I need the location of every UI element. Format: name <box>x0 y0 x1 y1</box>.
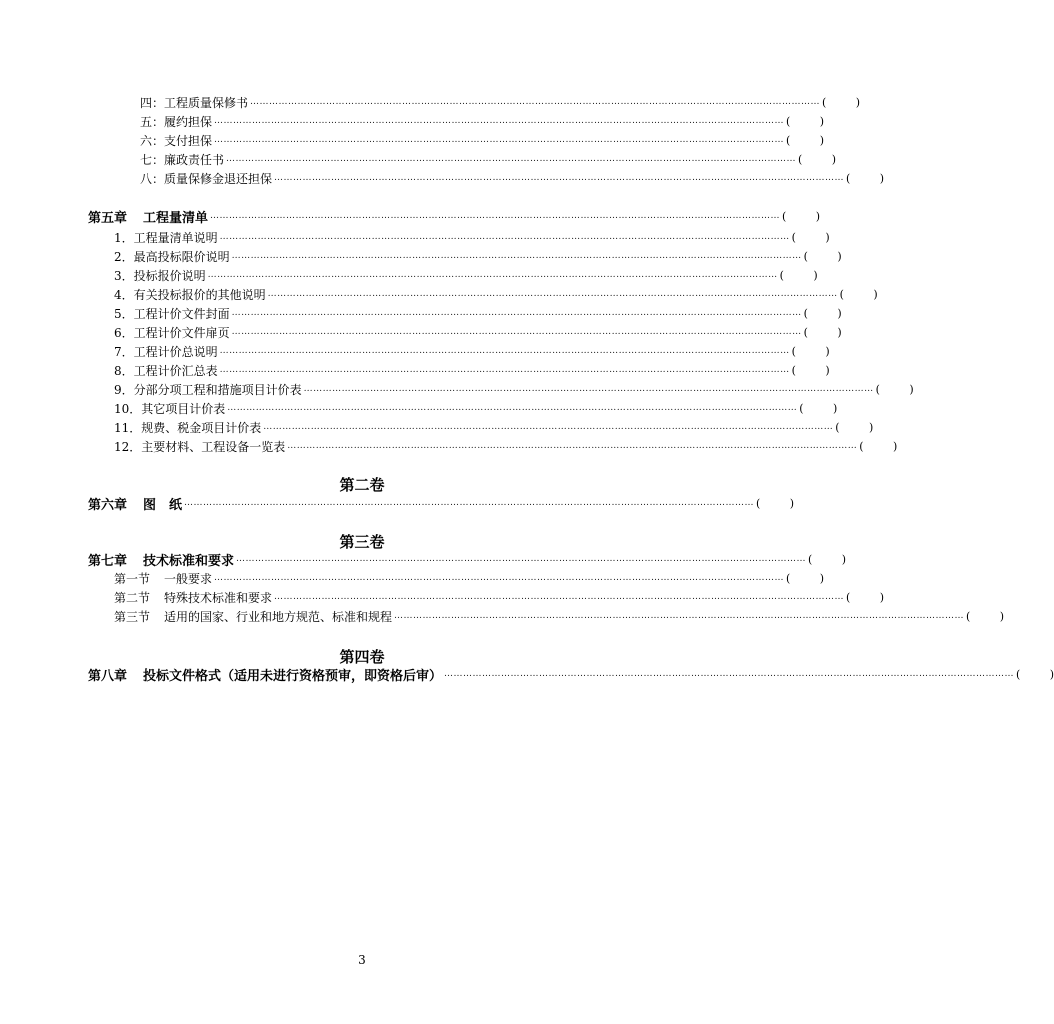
leader-dots: ……………………………………………………………………………………………………………………………………………………………… <box>444 669 1015 679</box>
toc-entry-label: 12．主要材料、工程设备一览表 <box>114 439 286 454</box>
toc-entry-label: 七：廉政责任书 <box>140 152 225 167</box>
page-ref: ( ) <box>803 306 842 320</box>
toc-chapter-5[interactable] <box>88 207 821 226</box>
page-ref: ( ) <box>786 133 825 147</box>
leader-dots: ……………………………………………………………………………………………………………………………………………………………… <box>227 403 798 413</box>
toc-entry-label: 八：质量保修金退还担保 <box>140 171 273 186</box>
page-ref: ( ) <box>1016 667 1054 681</box>
toc-entry-label: 9．分部分项工程和措施项目计价表 <box>114 382 302 397</box>
leader-dots: ……………………………………………………………………………………………………………………………………………………………… <box>219 365 790 375</box>
leader-dots: ……………………………………………………………………………………………………………………………………………………………… <box>226 154 797 164</box>
page-ref: ( ) <box>835 420 874 434</box>
toc-entry[interactable] <box>114 228 830 246</box>
toc-entry-label: 1．工程量清单说明 <box>114 230 218 245</box>
toc-entry[interactable] <box>140 150 837 168</box>
toc-entry-label: 10．其它项目计价表 <box>114 401 226 416</box>
toc-entry-label: 3．投标报价说明 <box>114 268 206 283</box>
section-title: 一般要求 <box>164 571 213 586</box>
section-title: 特殊技术标准和要求 <box>164 590 273 605</box>
toc-entry[interactable] <box>114 418 874 436</box>
page-ref: ( ) <box>875 382 914 396</box>
chapter-number: 第五章 <box>88 210 128 226</box>
chapter-number: 第七章 <box>88 553 128 569</box>
page-ref: ( ) <box>779 268 818 282</box>
toc-entry[interactable] <box>114 342 830 360</box>
toc-entry[interactable] <box>140 131 825 149</box>
leader-dots: ……………………………………………………………………………………………………………………………………………………………… <box>394 611 965 621</box>
chapter-title: 工程量清单 <box>143 210 209 226</box>
leader-dots: ……………………………………………………………………………………………………………………………………………………………… <box>274 592 845 602</box>
chapter-title: 投标文件格式（适用未进行资格预审，即资格后审） <box>143 668 443 684</box>
chapter-number: 第八章 <box>88 668 128 684</box>
toc-entry[interactable] <box>114 437 898 455</box>
leader-dots: ……………………………………………………………………………………………………………………………………………………………… <box>214 116 785 126</box>
volume-heading: 第二卷 <box>339 476 385 494</box>
toc-entry[interactable] <box>114 266 818 284</box>
toc-entry-label: 四：工程质量保修书 <box>140 95 249 110</box>
leader-dots: ……………………………………………………………………………………………………………………………………………………………… <box>231 251 802 261</box>
toc-entry[interactable] <box>114 285 878 303</box>
page-ref: ( ) <box>791 230 830 244</box>
page-ref: ( ) <box>846 590 885 604</box>
toc-entry[interactable] <box>140 112 825 130</box>
toc-entry-label: 五：履约担保 <box>140 114 213 129</box>
leader-dots: ……………………………………………………………………………………………………………………………………………………………… <box>274 173 845 183</box>
leader-dots: ……………………………………………………………………………………………………………………………………………………………… <box>219 232 790 242</box>
toc-chapter-8[interactable] <box>88 665 1054 684</box>
page-ref: ( ) <box>782 209 821 223</box>
section-number: 第一节 <box>114 571 151 586</box>
page-ref: ( ) <box>803 249 842 263</box>
leader-dots: ……………………………………………………………………………………………………………………………………………………………… <box>219 346 790 356</box>
page-ref: ( ) <box>822 95 861 109</box>
page-ref: ( ) <box>846 171 885 185</box>
leader-dots: ……………………………………………………………………………………………………………………………………………………………… <box>250 97 821 107</box>
toc-section[interactable] <box>114 588 885 606</box>
toc-entry[interactable] <box>140 93 861 111</box>
chapter-title: 图 纸 <box>143 497 183 513</box>
toc-chapter-7[interactable] <box>88 550 847 569</box>
leader-dots: ……………………………………………………………………………………………………………………………………………………………… <box>214 135 785 145</box>
page-ref: ( ) <box>798 152 837 166</box>
page-ref: ( ) <box>803 325 842 339</box>
page-ref: ( ) <box>791 363 830 377</box>
page-ref: ( ) <box>786 114 825 128</box>
page-ref: ( ) <box>791 344 830 358</box>
toc-entry[interactable] <box>114 399 838 417</box>
toc-entry-label: 4．有关投标报价的其他说明 <box>114 287 266 302</box>
leader-dots: ……………………………………………………………………………………………………………………………………………………………… <box>214 573 785 583</box>
chapter-number: 第六章 <box>88 497 128 513</box>
page-ref: ( ) <box>859 439 898 453</box>
toc-entry-label: 六：支付担保 <box>140 133 213 148</box>
toc-entry[interactable] <box>114 361 830 379</box>
toc-entry-label: 6．工程计价文件扉页 <box>114 325 230 340</box>
toc-entry[interactable] <box>114 247 842 265</box>
section-title: 适用的国家、行业和地方规范、标准和规程 <box>164 609 393 624</box>
page-ref: ( ) <box>799 401 838 415</box>
leader-dots: ……………………………………………………………………………………………………………………………………………………………… <box>263 422 834 432</box>
toc-entry-label: 11．规费、税金项目计价表 <box>114 420 262 435</box>
page-ref: ( ) <box>786 571 825 585</box>
page-ref: ( ) <box>839 287 878 301</box>
chapter-title: 技术标准和要求 <box>143 553 235 569</box>
toc-section[interactable] <box>114 569 825 587</box>
page-ref: ( ) <box>756 496 795 510</box>
toc-entry[interactable] <box>114 304 842 322</box>
page-ref: ( ) <box>966 609 1005 623</box>
toc-section[interactable] <box>114 607 1005 625</box>
leader-dots: ……………………………………………………………………………………………………………………………………………………………… <box>303 384 874 394</box>
leader-dots: ……………………………………………………………………………………………………………………………………………………………… <box>184 498 755 508</box>
section-number: 第三节 <box>114 609 151 624</box>
toc-chapter-6[interactable] <box>88 494 795 513</box>
toc-entry-label: 7．工程计价总说明 <box>114 344 218 359</box>
page-ref: ( ) <box>808 552 847 566</box>
leader-dots: ……………………………………………………………………………………………………………………………………………………………… <box>287 441 858 451</box>
toc-entry-label: 2．最高投标限价说明 <box>114 249 230 264</box>
toc-entry-label: 8．工程计价汇总表 <box>114 363 218 378</box>
toc-entry[interactable] <box>140 169 885 187</box>
toc-entry[interactable] <box>114 323 842 341</box>
section-number: 第二节 <box>114 590 151 605</box>
volume-heading: 第四卷 <box>339 648 385 666</box>
leader-dots: ……………………………………………………………………………………………………………………………………………………………… <box>231 327 802 337</box>
leader-dots: ……………………………………………………………………………………………………………………………………………………………… <box>236 554 807 564</box>
leader-dots: ……………………………………………………………………………………………………………………………………………………………… <box>210 211 781 221</box>
leader-dots: ……………………………………………………………………………………………………………………………………………………………… <box>231 308 802 318</box>
leader-dots: ……………………………………………………………………………………………………………………………………………………………… <box>207 270 778 280</box>
toc-entry-label: 5．工程计价文件封面 <box>114 306 230 321</box>
volume-heading: 第三卷 <box>339 533 385 551</box>
leader-dots: ……………………………………………………………………………………………………………………………………………………………… <box>267 289 838 299</box>
toc-entry[interactable] <box>114 380 914 398</box>
page-number: 3 <box>358 953 366 967</box>
